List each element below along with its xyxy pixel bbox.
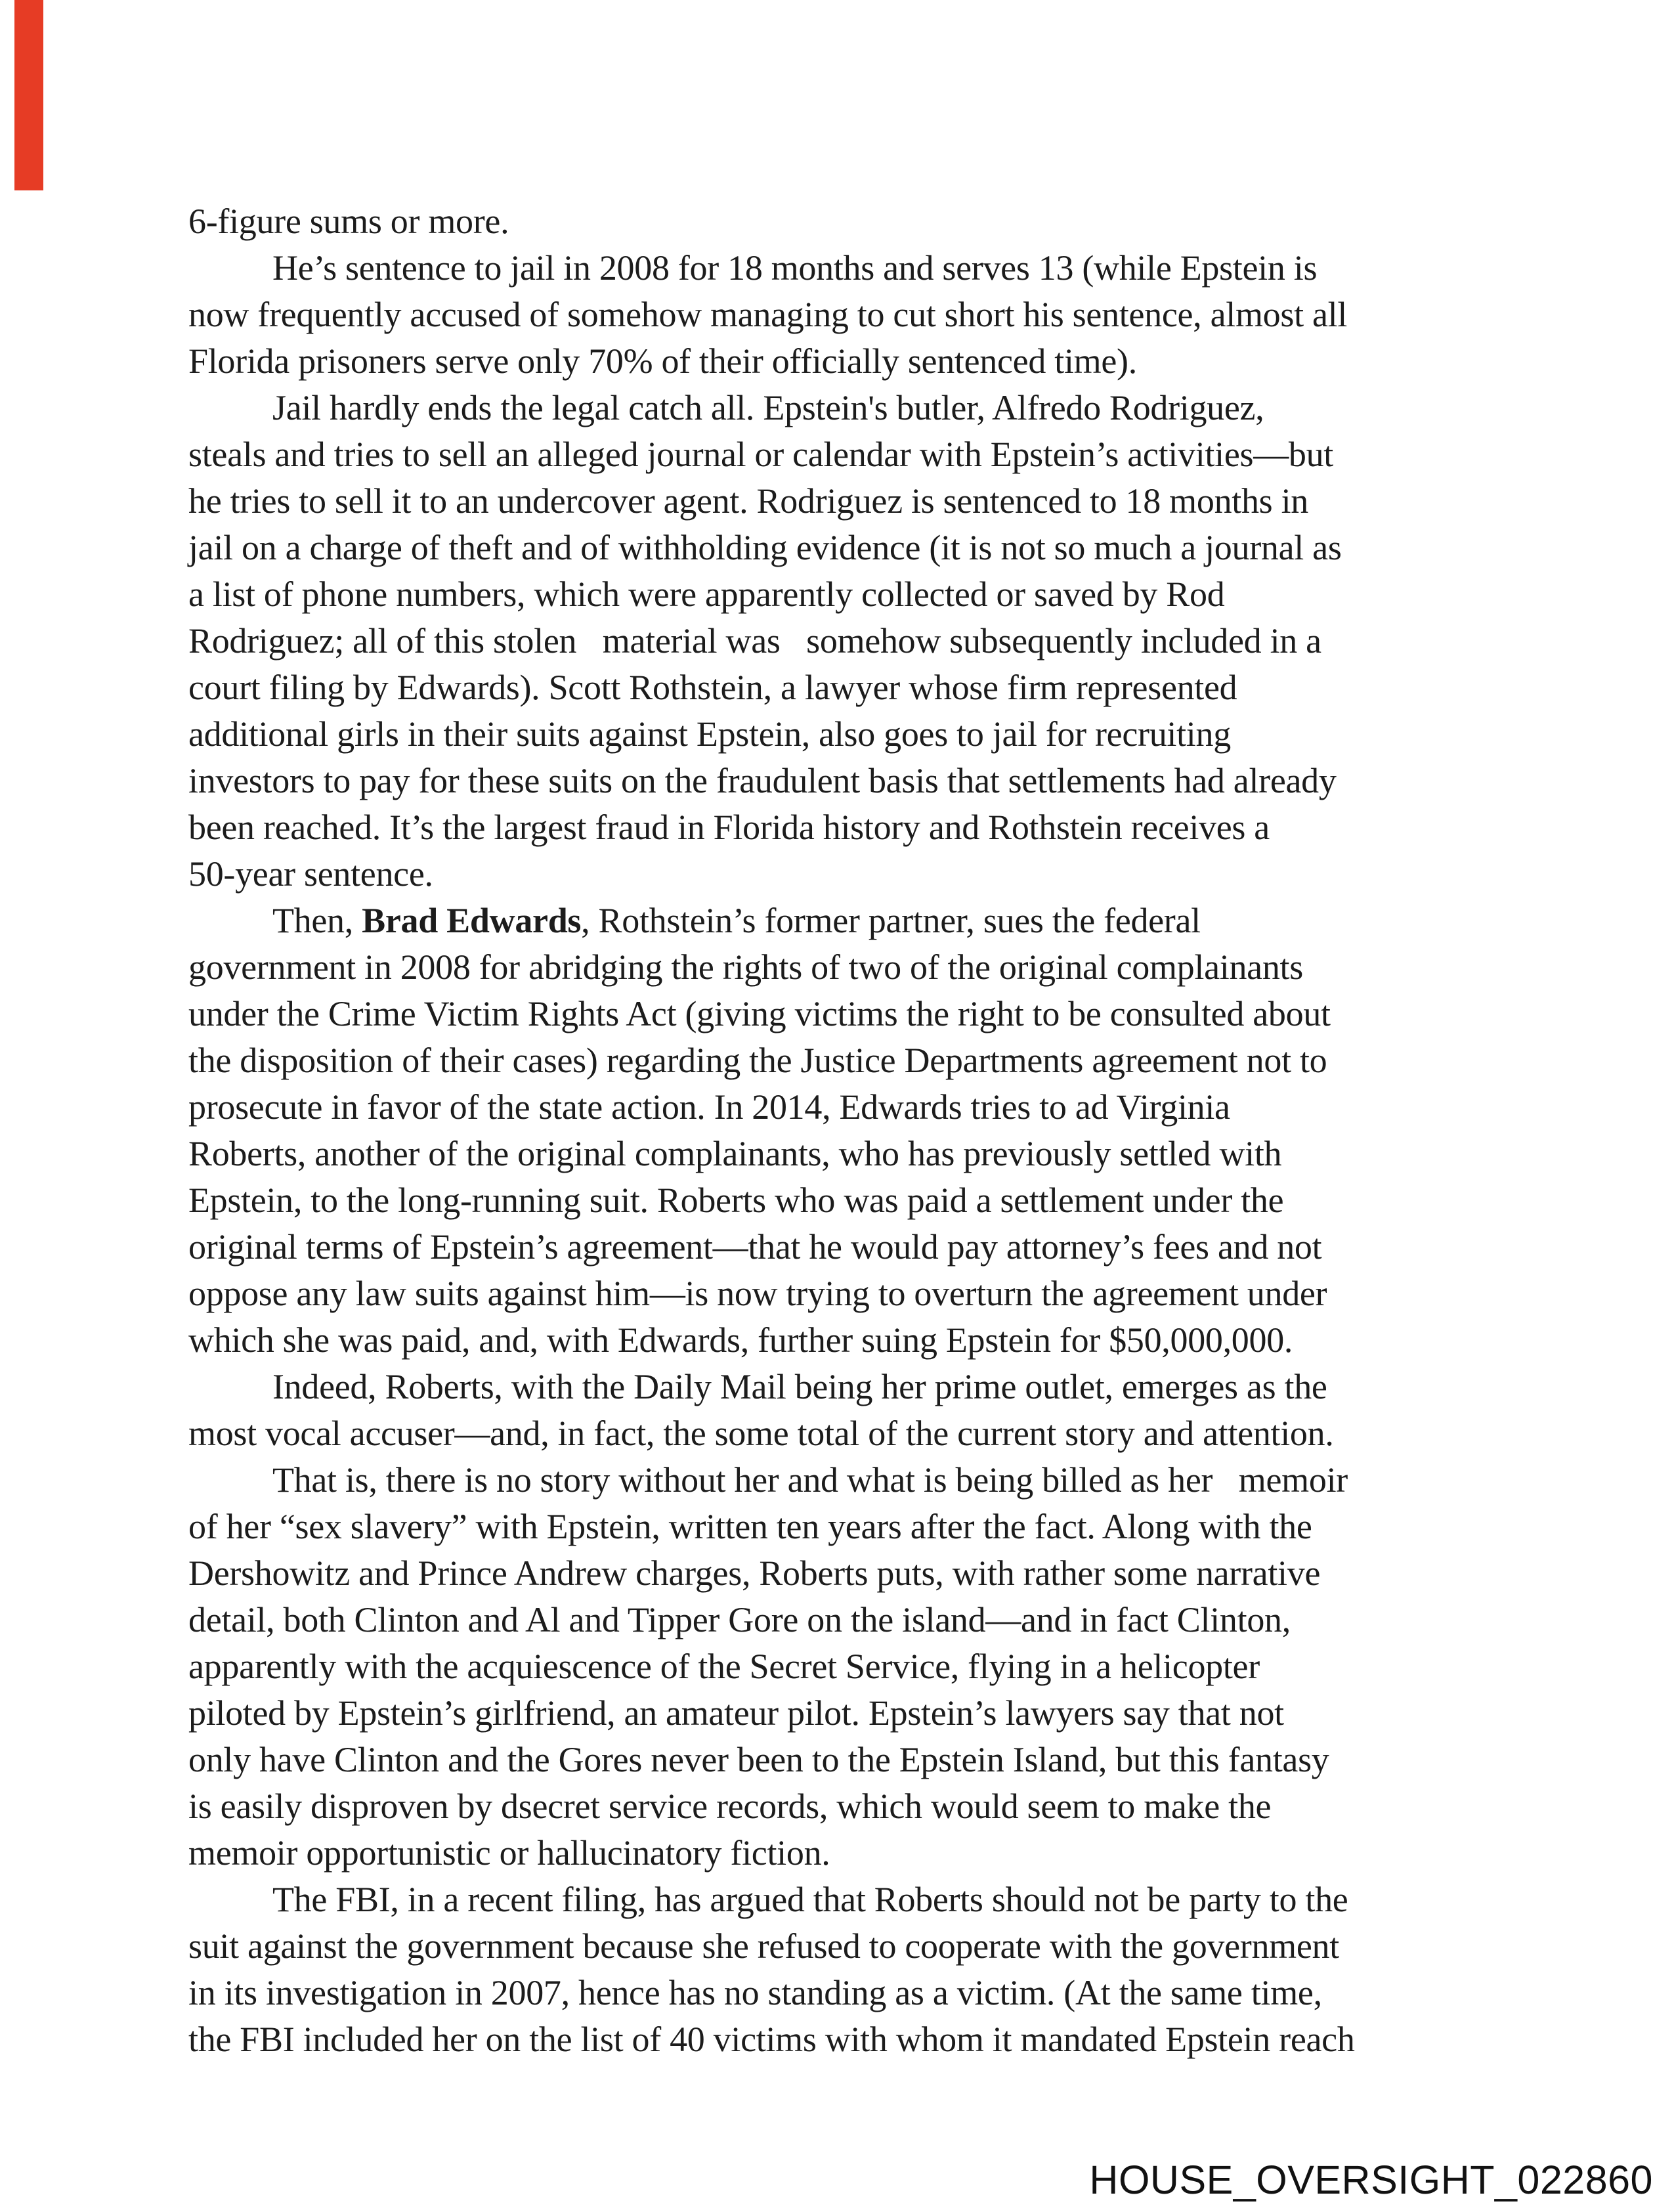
text-line: Dershowitz and Prince Andrew charges, Roberts puts, with rather some narrative bbox=[188, 1553, 1321, 1593]
text-line: Jail hardly ends the legal catch all. Epstein's butler, Alfredo Rodriguez, bbox=[272, 388, 1264, 427]
text-line: court filing by Edwards). Scott Rothstein, a lawyer whose firm represented bbox=[188, 668, 1237, 707]
text-line: prosecute in favor of the state action. In 2014, Edwards tries to ad Virginia bbox=[188, 1087, 1230, 1127]
text-line: the FBI included her on the list of 40 victims with whom it mandated Epstein reach bbox=[188, 2020, 1355, 2059]
text-segment: , Rothstein’s former partner, sues the federal bbox=[581, 901, 1201, 940]
red-scan-mark bbox=[14, 0, 43, 190]
text-line: The FBI, in a recent filing, has argued that Roberts should not be party to the bbox=[272, 1880, 1348, 1919]
text-line: That is, there is no story without her and what is being billed as her memoir bbox=[272, 1460, 1348, 1500]
bates-number: HOUSE_OVERSIGHT_022860 bbox=[1089, 2158, 1653, 2202]
bold-name-segment: Brad Edwards bbox=[362, 901, 582, 940]
text-segment: Then, bbox=[272, 901, 362, 940]
text-line: suit against the government because she refused to cooperate with the government bbox=[188, 1926, 1339, 1966]
text-line: detail, both Clinton and Al and Tipper Gore on the island—and in fact Clinton, bbox=[188, 1600, 1291, 1639]
text-line: memoir opportunistic or hallucinatory fiction. bbox=[188, 1833, 830, 1873]
text-line: Indeed, Roberts, with the Daily Mail being her prime outlet, emerges as the bbox=[272, 1367, 1327, 1406]
text-line: original terms of Epstein’s agreement—that he would pay attorney’s fees and not bbox=[188, 1227, 1322, 1267]
text-line: a list of phone numbers, which were apparently collected or saved by Rod bbox=[188, 575, 1225, 614]
text-line bbox=[188, 898, 1541, 944]
text-line: the disposition of their cases) regarding the Justice Departments agreement not to bbox=[188, 1041, 1327, 1080]
text-line: 6-figure sums or more. bbox=[188, 202, 509, 241]
text-line: 50-year sentence. bbox=[188, 854, 433, 894]
text-line: been reached. It’s the largest fraud in Florida history and Rothstein receives a bbox=[188, 808, 1270, 847]
text-line: Epstein, to the long-running suit. Roberts who was paid a settlement under the bbox=[188, 1181, 1284, 1220]
text-line: is easily disproven by dsecret service records, which would seem to make the bbox=[188, 1787, 1272, 1826]
text-line: investors to pay for these suits on the fraudulent basis that settlements had already bbox=[188, 761, 1337, 800]
text-line: now frequently accused of somehow managing to cut short his sentence, almost all bbox=[188, 295, 1348, 334]
text-line: additional girls in their suits against Epstein, also goes to jail for recruiting bbox=[188, 714, 1231, 754]
text-line: He’s sentence to jail in 2008 for 18 months and serves 13 (while Epstein is bbox=[272, 248, 1318, 288]
text-line: apparently with the acquiescence of the Secret Service, flying in a helicopter bbox=[188, 1647, 1260, 1686]
text-line: of her “sex slavery” with Epstein, written ten years after the fact. Along with the bbox=[188, 1507, 1312, 1546]
text-line: most vocal accuser—and, in fact, the some total of the current story and attention. bbox=[188, 1414, 1334, 1453]
text-line: in its investigation in 2007, hence has no standing as a victim. (At the same time, bbox=[188, 1973, 1322, 2012]
text-line: oppose any law suits against him—is now trying to overturn the agreement under bbox=[188, 1274, 1327, 1313]
text-line: Rodriguez; all of this stolen material was somehow subsequently included in a bbox=[188, 621, 1321, 661]
text-line: Florida prisoners serve only 70% of their officially sentenced time). bbox=[188, 341, 1137, 381]
document-text bbox=[188, 198, 1541, 2063]
text-line: Roberts, another of the original complainants, who has previously settled with bbox=[188, 1134, 1282, 1173]
text-line: he tries to sell it to an undercover agent. Rodriguez is sentenced to 18 months in bbox=[188, 481, 1308, 521]
text-line: jail on a charge of theft and of withholding evidence (it is not so much a journal as bbox=[188, 528, 1342, 567]
text-line: only have Clinton and the Gores never been to the Epstein Island, but this fantasy bbox=[188, 1740, 1329, 1779]
text-line: which she was paid, and, with Edwards, further suing Epstein for $50,000,000. bbox=[188, 1320, 1293, 1360]
text-line: under the Crime Victim Rights Act (giving victims the right to be consulted about bbox=[188, 994, 1331, 1033]
text-line: steals and tries to sell an alleged journal or calendar with Epstein’s activities—but bbox=[188, 435, 1334, 474]
text-line: government in 2008 for abridging the rights of two of the original complainants bbox=[188, 947, 1303, 987]
text-line: piloted by Epstein’s girlfriend, an amateur pilot. Epstein’s lawyers say that not bbox=[188, 1693, 1284, 1733]
